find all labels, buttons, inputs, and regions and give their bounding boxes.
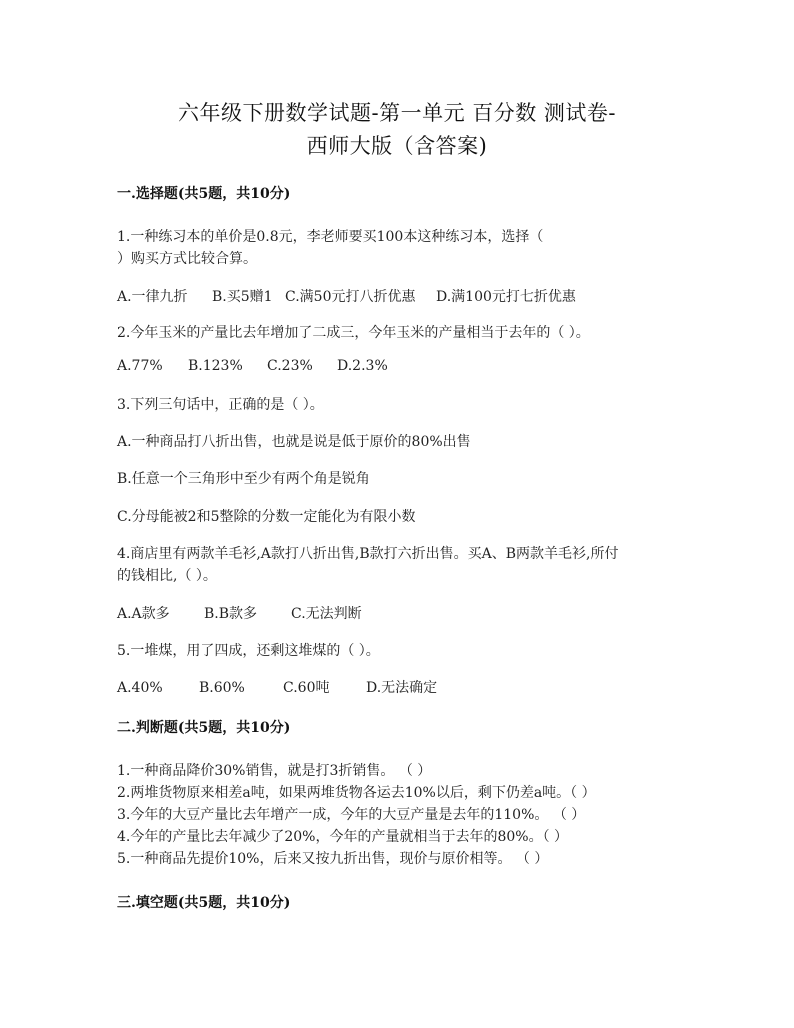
q4-text-line2: 的钱相比,（ ）。 xyxy=(117,568,217,584)
section1-heading: 一.选择题(共5题，共10分) xyxy=(117,186,291,202)
judge-item-4: 4.今年的产量比去年减少了20%，今年的产量就相当于去年的80%。（ ） xyxy=(117,829,569,845)
q1-option-b: B.买5赠1 xyxy=(212,289,273,305)
q2-text: 2.今年玉米的产量比去年增加了二成三，今年玉米的产量相当于去年的（ ）。 xyxy=(117,325,590,341)
q2-options xyxy=(117,358,388,374)
q5-text: 5.一堆煤，用了四成，还剩这堆煤的（ ）。 xyxy=(117,643,380,659)
q5-option-c: C.60吨 xyxy=(283,680,330,696)
judge-item-3: 3.今年的大豆产量比去年增产一成，今年的大豆产量是去年的110%。 （ ） xyxy=(117,807,586,823)
q4-option-a: A.A款多 xyxy=(117,606,170,622)
q5-options xyxy=(117,677,437,697)
q1-options xyxy=(117,286,576,306)
q1-option-d: D.满100元打七折优惠 xyxy=(436,289,576,305)
q2-option-a: A.77% xyxy=(117,358,163,374)
q2-option-b: B.123% xyxy=(188,358,243,374)
q5-option-a: A.40% xyxy=(117,680,163,696)
q5-option-b: B.60% xyxy=(199,680,245,696)
q5-option-d: D.无法确定 xyxy=(366,680,438,696)
q3-option-b: B.任意一个三角形中至少有两个角是锐角 xyxy=(117,471,370,487)
document-title-line2: 西师大版（含答案) xyxy=(306,134,488,158)
q1-text-line2: ）购买方式比较合算。 xyxy=(117,251,257,267)
judge-item-5: 5.一种商品先提价10%，后来又按九折出售，现价与原价相等。 （ ） xyxy=(117,851,549,867)
q3-option-c: C.分母能被2和5整除的分数一定能化为有限小数 xyxy=(117,509,416,525)
q1-text-line1: 1.一种练习本的单价是0.8元，李老师要买100本这种练习本，选择（ xyxy=(117,229,544,245)
q3-text: 3.下列三句话中，正确的是（ ）。 xyxy=(117,397,324,413)
judge-item-1: 1.一种商品降价30%销售，就是打3折销售。 （ ） xyxy=(117,763,432,779)
document-title-line1: 六年级下册数学试题-第一单元 百分数 测试卷- xyxy=(177,101,617,125)
q2-option-d: D.2.3% xyxy=(337,358,388,374)
q1-option-a: A.一律九折 xyxy=(117,289,188,305)
section2-heading: 二.判断题(共5题，共10分) xyxy=(117,720,291,736)
q3-option-a: A.一种商品打八折出售，也就是说是低于原价的80%出售 xyxy=(117,434,471,450)
q4-options xyxy=(117,603,362,623)
q4-text-line1: 4.商店里有两款羊毛衫,A款打八折出售,B款打六折出售。买A、B两款羊毛衫,所付 xyxy=(117,546,619,562)
judge-item-2: 2.两堆货物原来相差a吨，如果两堆货物各运去10%以后，剩下仍差a吨。（ ） xyxy=(117,785,596,801)
q2-option-c: C.23% xyxy=(267,358,313,374)
q1-option-c: C.满50元打八折优惠 xyxy=(285,289,416,305)
q4-option-b: B.B款多 xyxy=(204,606,258,622)
section3-heading: 三.填空题(共5题，共10分) xyxy=(117,895,291,911)
q4-option-c: C.无法判断 xyxy=(291,606,362,622)
